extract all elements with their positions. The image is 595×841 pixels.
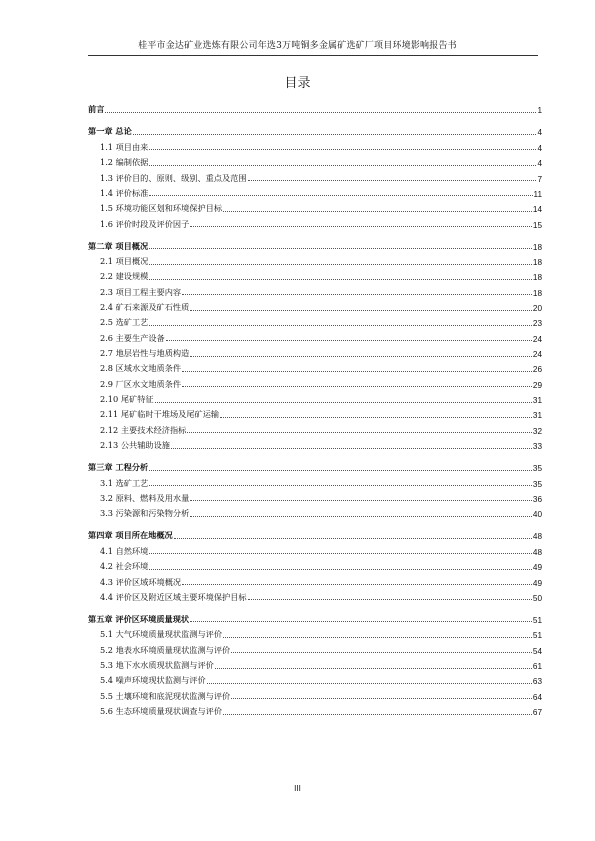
toc-entry-page-number: 18 xyxy=(532,288,542,298)
toc-entry-label: 第四章 项目所在地概况 xyxy=(88,530,173,541)
toc-entry-page-number: 36 xyxy=(532,494,542,504)
toc-entry-page-number: 49 xyxy=(532,563,542,573)
toc-section-entry[interactable] xyxy=(88,359,542,374)
dot-leader xyxy=(166,339,532,341)
dot-leader xyxy=(149,469,532,471)
toc-entry-label: 4.3 评价区域环境概况 xyxy=(100,576,182,587)
toc-section-entry[interactable] xyxy=(88,252,542,267)
toc-entry-page-number: 15 xyxy=(532,220,542,230)
toc-section-entry[interactable] xyxy=(88,640,542,655)
toc-entry-label: 1.3 评价目的、原则、级别、重点及范围 xyxy=(100,172,247,183)
dot-leader xyxy=(190,309,532,311)
dot-leader xyxy=(231,651,532,653)
dot-leader xyxy=(174,537,532,539)
dot-leader xyxy=(190,620,532,622)
toc-section-entry[interactable] xyxy=(88,390,542,405)
dot-leader xyxy=(190,499,532,501)
toc-section-entry[interactable] xyxy=(88,702,542,717)
toc-entry-label: 2.12 主要技术经济指标 xyxy=(100,424,187,435)
toc-entry-page-number: 32 xyxy=(532,426,542,436)
toc-entry-label: 2.11 尾矿临时干堆场及尾矿运输 xyxy=(100,409,220,420)
dot-leader xyxy=(187,431,532,433)
toc-entry-page-number: 1 xyxy=(537,106,542,116)
dot-leader xyxy=(223,210,532,212)
toc-section-entry[interactable] xyxy=(88,420,542,435)
toc-section-entry[interactable] xyxy=(88,572,542,587)
dot-leader xyxy=(190,515,532,517)
toc-entry-label: 5.3 地下水水质现状监测与评价 xyxy=(100,660,214,671)
toc-entry-page-number: 35 xyxy=(532,479,542,489)
toc-section-entry[interactable] xyxy=(88,344,542,359)
dot-leader xyxy=(105,111,536,113)
dot-leader xyxy=(171,447,532,449)
toc-entry-label: 4.1 自然环境 xyxy=(100,545,149,556)
dot-leader xyxy=(155,401,532,403)
toc-entry-label: 1.5 环境功能区划和环境保护目标 xyxy=(100,203,223,214)
toc-entry-page-number: 54 xyxy=(532,646,542,656)
dot-leader xyxy=(231,697,532,699)
toc-entry-label: 5.5 土壤环境和底泥现状监测与评价 xyxy=(100,690,231,701)
toc-section-entry[interactable] xyxy=(88,405,542,420)
dot-leader xyxy=(149,324,532,326)
toc-section-entry[interactable] xyxy=(88,214,542,229)
toc-entry-label: 2.1 项目概况 xyxy=(100,256,149,267)
toc-entry-page-number: 63 xyxy=(532,677,542,687)
header-rule xyxy=(88,55,538,56)
toc-entry-page-number: 40 xyxy=(532,510,542,520)
dot-leader xyxy=(182,293,532,295)
toc-section-entry[interactable] xyxy=(88,282,542,297)
toc-entry-page-number: 23 xyxy=(532,319,542,329)
toc-entry-label: 2.3 项目工程主要内容 xyxy=(100,286,182,297)
toc-entry-page-number: 20 xyxy=(532,304,542,314)
toc-entry-label: 2.7 地层岩性与地质构造 xyxy=(100,348,190,359)
toc-entry-label: 第三章 工程分析 xyxy=(88,462,149,473)
dot-leader xyxy=(223,636,532,638)
dot-leader xyxy=(149,164,536,166)
toc-section-entry[interactable] xyxy=(88,541,542,556)
toc-section-entry[interactable] xyxy=(88,625,542,640)
toc-chapter-entry[interactable] xyxy=(88,100,542,115)
dot-leader xyxy=(149,247,532,249)
dot-leader xyxy=(149,278,532,280)
running-header: 桂平市金达矿业选炼有限公司年选3万吨铜多金属矿选矿厂项目环境影响报告书 xyxy=(138,41,457,51)
dot-leader xyxy=(215,667,532,669)
toc-section-entry[interactable] xyxy=(88,267,542,282)
toc-entry-label: 2.9 厂区水文地质条件 xyxy=(100,378,182,389)
toc-entry-page-number: 4 xyxy=(537,143,542,153)
toc-section-entry[interactable] xyxy=(88,168,542,183)
toc-section-entry[interactable] xyxy=(88,374,542,389)
toc-section-entry[interactable] xyxy=(88,184,542,199)
toc-entry-page-number: 50 xyxy=(532,593,542,603)
toc-entry-page-number: 29 xyxy=(532,380,542,390)
toc-entry-label: 第五章 评价区环境质量现状 xyxy=(88,613,190,624)
toc-chapter-entry[interactable] xyxy=(88,236,542,251)
dot-leader xyxy=(149,552,532,554)
dot-leader xyxy=(149,484,532,486)
dot-leader xyxy=(182,385,532,387)
toc-entry-page-number: 49 xyxy=(532,578,542,588)
dot-leader xyxy=(220,416,532,418)
dot-leader xyxy=(223,713,532,715)
dot-leader xyxy=(149,568,532,570)
toc-entry-page-number: 48 xyxy=(532,532,542,542)
toc-entry-label: 5.2 地表水环境质量现状监测与评价 xyxy=(100,644,231,655)
dot-leader xyxy=(149,263,532,265)
toc-entry-page-number: 14 xyxy=(532,205,542,215)
toc-section-entry[interactable] xyxy=(88,298,542,313)
dot-leader xyxy=(248,598,532,600)
toc-entry-label: 1.2 编制依据 xyxy=(100,157,149,168)
toc-entry-page-number: 11 xyxy=(533,189,542,199)
toc-entry-label: 1.4 评价标准 xyxy=(100,187,149,198)
toc-entry-page-number: 24 xyxy=(532,350,542,360)
toc-section-entry[interactable] xyxy=(88,504,542,519)
toc-entry-page-number: 51 xyxy=(532,615,542,625)
toc-section-entry[interactable] xyxy=(88,588,542,603)
toc-section-entry[interactable] xyxy=(88,137,542,152)
toc-entry-label: 3.1 选矿工艺 xyxy=(100,477,149,488)
page-number: III xyxy=(294,784,301,793)
dot-leader xyxy=(248,179,537,181)
dot-leader xyxy=(149,194,532,196)
toc-entry-page-number: 31 xyxy=(532,396,542,406)
toc-entry-label: 5.4 噪声环境现状监测与评价 xyxy=(100,675,206,686)
toc-entry-page-number: 48 xyxy=(532,547,542,557)
toc-entry-page-number: 61 xyxy=(532,662,542,672)
toc-entry-label: 5.1 大气环境质量现状监测与评价 xyxy=(100,629,223,640)
toc-entry-page-number: 18 xyxy=(532,242,542,252)
toc-entry-page-number: 51 xyxy=(532,631,542,641)
toc-section-entry[interactable] xyxy=(88,489,542,504)
toc-entry-page-number: 4 xyxy=(537,159,542,169)
toc-entry-label: 4.4 评价区及附近区域主要环境保护目标 xyxy=(100,591,247,602)
toc-section-entry[interactable] xyxy=(88,557,542,572)
toc-entry-label: 2.6 主要生产设备 xyxy=(100,332,165,343)
toc-entry-label: 5.6 生态环境质量现状调查与评价 xyxy=(100,706,223,717)
toc-section-entry[interactable] xyxy=(88,328,542,343)
toc-entry-label: 3.3 污染源和污染物分析 xyxy=(100,508,190,519)
toc-entry-label: 1.6 评价时段及评价因子 xyxy=(100,218,190,229)
toc-entry-page-number: 35 xyxy=(532,464,542,474)
toc-entry-label: 2.4 矿石来源及矿石性质 xyxy=(100,302,190,313)
page-title: 目录 xyxy=(284,76,311,91)
toc-section-entry[interactable] xyxy=(88,436,542,451)
toc-section-entry[interactable] xyxy=(88,671,542,686)
dot-leader xyxy=(207,682,532,684)
toc-section-entry[interactable] xyxy=(88,313,542,328)
toc-entry-label: 2.10 尾矿特征 xyxy=(100,394,154,405)
toc-chapter-entry[interactable] xyxy=(88,122,542,137)
toc-entry-page-number: 31 xyxy=(532,411,542,421)
toc-entry-label: 1.1 项目由来 xyxy=(100,141,149,152)
toc-entry-page-number: 67 xyxy=(532,708,542,718)
toc-entry-page-number: 7 xyxy=(537,174,542,184)
toc-entry-label: 前言 xyxy=(88,104,105,115)
toc-section-entry[interactable] xyxy=(88,686,542,701)
toc-section-entry[interactable] xyxy=(88,656,542,671)
toc-chapter-entry[interactable] xyxy=(88,526,542,541)
toc-section-entry[interactable] xyxy=(88,473,542,488)
toc-entry-page-number: 33 xyxy=(532,442,542,452)
dot-leader xyxy=(182,370,532,372)
dot-leader xyxy=(149,148,536,150)
toc-entry-page-number: 26 xyxy=(532,365,542,375)
toc-entry-label: 3.2 原料、燃料及用水量 xyxy=(100,492,190,503)
toc-entry-label: 第二章 项目概况 xyxy=(88,240,149,251)
toc-entry-label: 2.2 建设规模 xyxy=(100,271,149,282)
dot-leader xyxy=(133,133,537,135)
dot-leader xyxy=(182,583,532,585)
toc-entry-page-number: 18 xyxy=(532,273,542,283)
dot-leader xyxy=(190,355,532,357)
toc-entry-page-number: 64 xyxy=(532,692,542,702)
toc-section-entry[interactable] xyxy=(88,199,542,214)
toc-entry-label: 2.8 区域水文地质条件 xyxy=(100,363,182,374)
toc-entry-page-number: 24 xyxy=(532,334,542,344)
toc-chapter-entry[interactable] xyxy=(88,458,542,473)
toc-chapter-entry[interactable] xyxy=(88,610,542,625)
table-of-contents xyxy=(88,100,542,717)
toc-entry-label: 4.2 社会环境 xyxy=(100,561,149,572)
toc-entry-label: 2.13 公共辅助设施 xyxy=(100,440,170,451)
toc-section-entry[interactable] xyxy=(88,153,542,168)
toc-entry-page-number: 4 xyxy=(537,128,542,138)
toc-entry-label: 2.5 选矿工艺 xyxy=(100,317,149,328)
dot-leader xyxy=(190,225,532,227)
toc-entry-page-number: 18 xyxy=(532,258,542,268)
toc-entry-label: 第一章 总论 xyxy=(88,126,132,137)
